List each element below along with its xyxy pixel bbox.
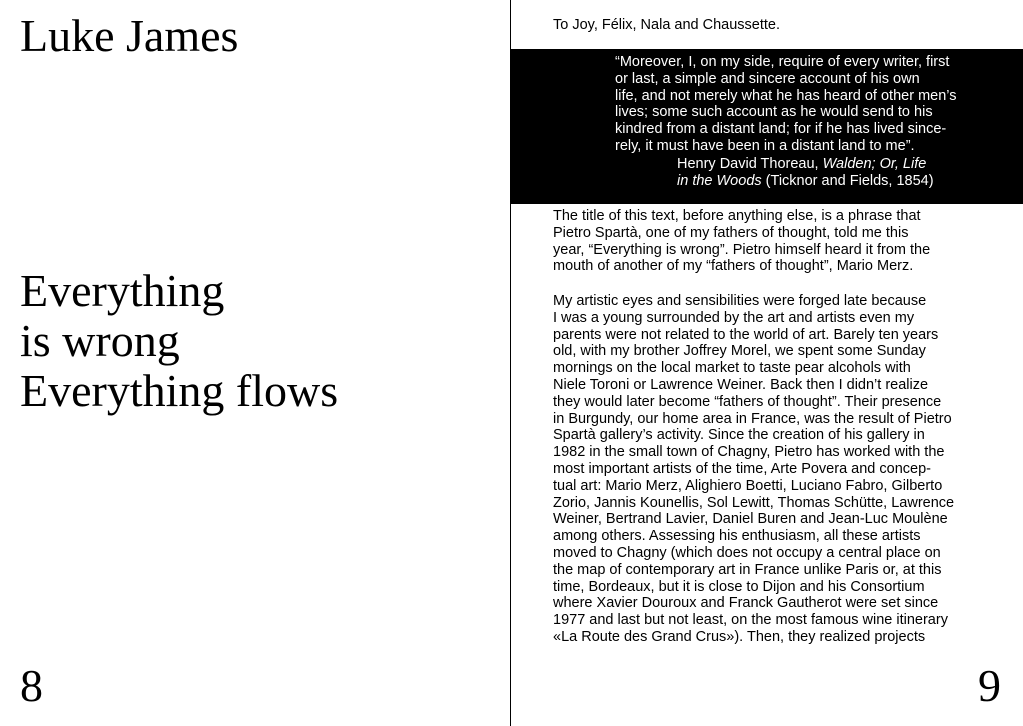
text-line: the map of contemporary art in France unlike Paris or, at this	[553, 561, 942, 578]
epigraph-citation	[677, 156, 934, 190]
text-line: Spartà gallery’s activity. Since the creation of his gallery in	[553, 427, 925, 444]
text-line: mouth of another of my “fathers of thought”, Mario Merz.	[553, 258, 914, 275]
left-page	[0, 0, 510, 726]
text-line: old, with my brother Joffrey Morel, we spent some Sunday	[553, 343, 926, 360]
citation-line	[677, 173, 934, 190]
text-line: I was a young surrounded by the art and artists even my	[553, 309, 915, 326]
right-page	[511, 0, 1023, 726]
citation-publisher: (Ticknor and Fields, 1854)	[761, 173, 934, 189]
text-line: 1982 in the small town of Chagny, Pietro has worked with the	[553, 444, 945, 461]
title-line: Everything	[20, 265, 225, 316]
citation-line	[677, 156, 934, 173]
quote-line: life, and not merely what he has heard of other men’s	[615, 87, 957, 104]
text-line: Weiner, Bertrand Lavier, Daniel Buren and Jean-Luc Moulène	[553, 511, 948, 528]
dedication: To Joy, Félix, Nala and Chaussette.	[553, 17, 781, 33]
text-line: The title of this text, before anything else, is a phrase that	[553, 208, 921, 224]
text-line: time, Bordeaux, but it is close to Dijon and his Consortium	[553, 578, 925, 595]
author-name: Luke James	[20, 10, 239, 61]
text-line: «La Route des Grand Crus»). Then, they realized projects	[553, 628, 926, 645]
citation-work-title-cont: in the Woods	[677, 173, 762, 189]
text-line: where Xavier Douroux and Franck Gautherot were set since	[553, 595, 939, 612]
text-line: Pietro Spartà, one of my fathers of thought, told me this	[553, 224, 909, 241]
page-number-left: 8	[20, 660, 43, 711]
epigraph-quote	[615, 54, 957, 155]
text-line: they would later become “fathers of thought”. Their presence	[553, 393, 942, 410]
paragraph-1	[553, 208, 930, 275]
text-line: most important artists of the time, Arte Povera and concep-	[553, 460, 931, 477]
text-line: parents were not related to the world of art. Barely ten years	[553, 326, 939, 343]
text-line: 1977 and last but not least, on the most famous wine itinerary	[553, 612, 948, 629]
paragraph-2	[553, 293, 954, 646]
text-line: in Burgundy, our home area in France, was the result of Pietro	[553, 410, 952, 427]
title-line: is wrong	[20, 315, 180, 366]
citation-author: Henry David Thoreau,	[677, 156, 823, 172]
text-line: mornings on the local market to taste pear alcohols with	[553, 360, 911, 377]
book-title	[20, 266, 338, 416]
title-line: Everything flows	[20, 365, 339, 416]
quote-line: lives; some such account as he would send to his	[615, 104, 933, 121]
citation-work-title: Walden; Or, Life	[822, 156, 927, 172]
text-line: moved to Chagny (which does not occupy a central place on	[553, 544, 941, 561]
quote-line: kindred from a distant land; for if he has lived since-	[615, 121, 947, 138]
page-number-right: 9	[978, 660, 1001, 711]
text-line: tual art: Mario Merz, Alighiero Boetti, Luciano Fabro, Gilberto	[553, 477, 943, 494]
epigraph-block	[511, 49, 1023, 204]
quote-line: “Moreover, I, on my side, require of every writer, first	[615, 54, 950, 70]
text-line: Zorio, Jannis Kounellis, Sol Lewitt, Thomas Schütte, Lawrence	[553, 494, 955, 511]
text-line: My artistic eyes and sensibilities were forged late because	[553, 293, 927, 309]
quote-line: or last, a simple and sincere account of his own	[615, 70, 920, 87]
text-line: year, “Everything is wrong”. Pietro himself heard it from the	[553, 241, 931, 258]
text-line: Niele Toroni or Lawrence Weiner. Back then I didn’t realize	[553, 376, 929, 393]
text-line: among others. Assessing his enthusiasm, all these artists	[553, 528, 921, 545]
quote-line: rely, it must have been in a distant land to me”.	[615, 137, 915, 154]
